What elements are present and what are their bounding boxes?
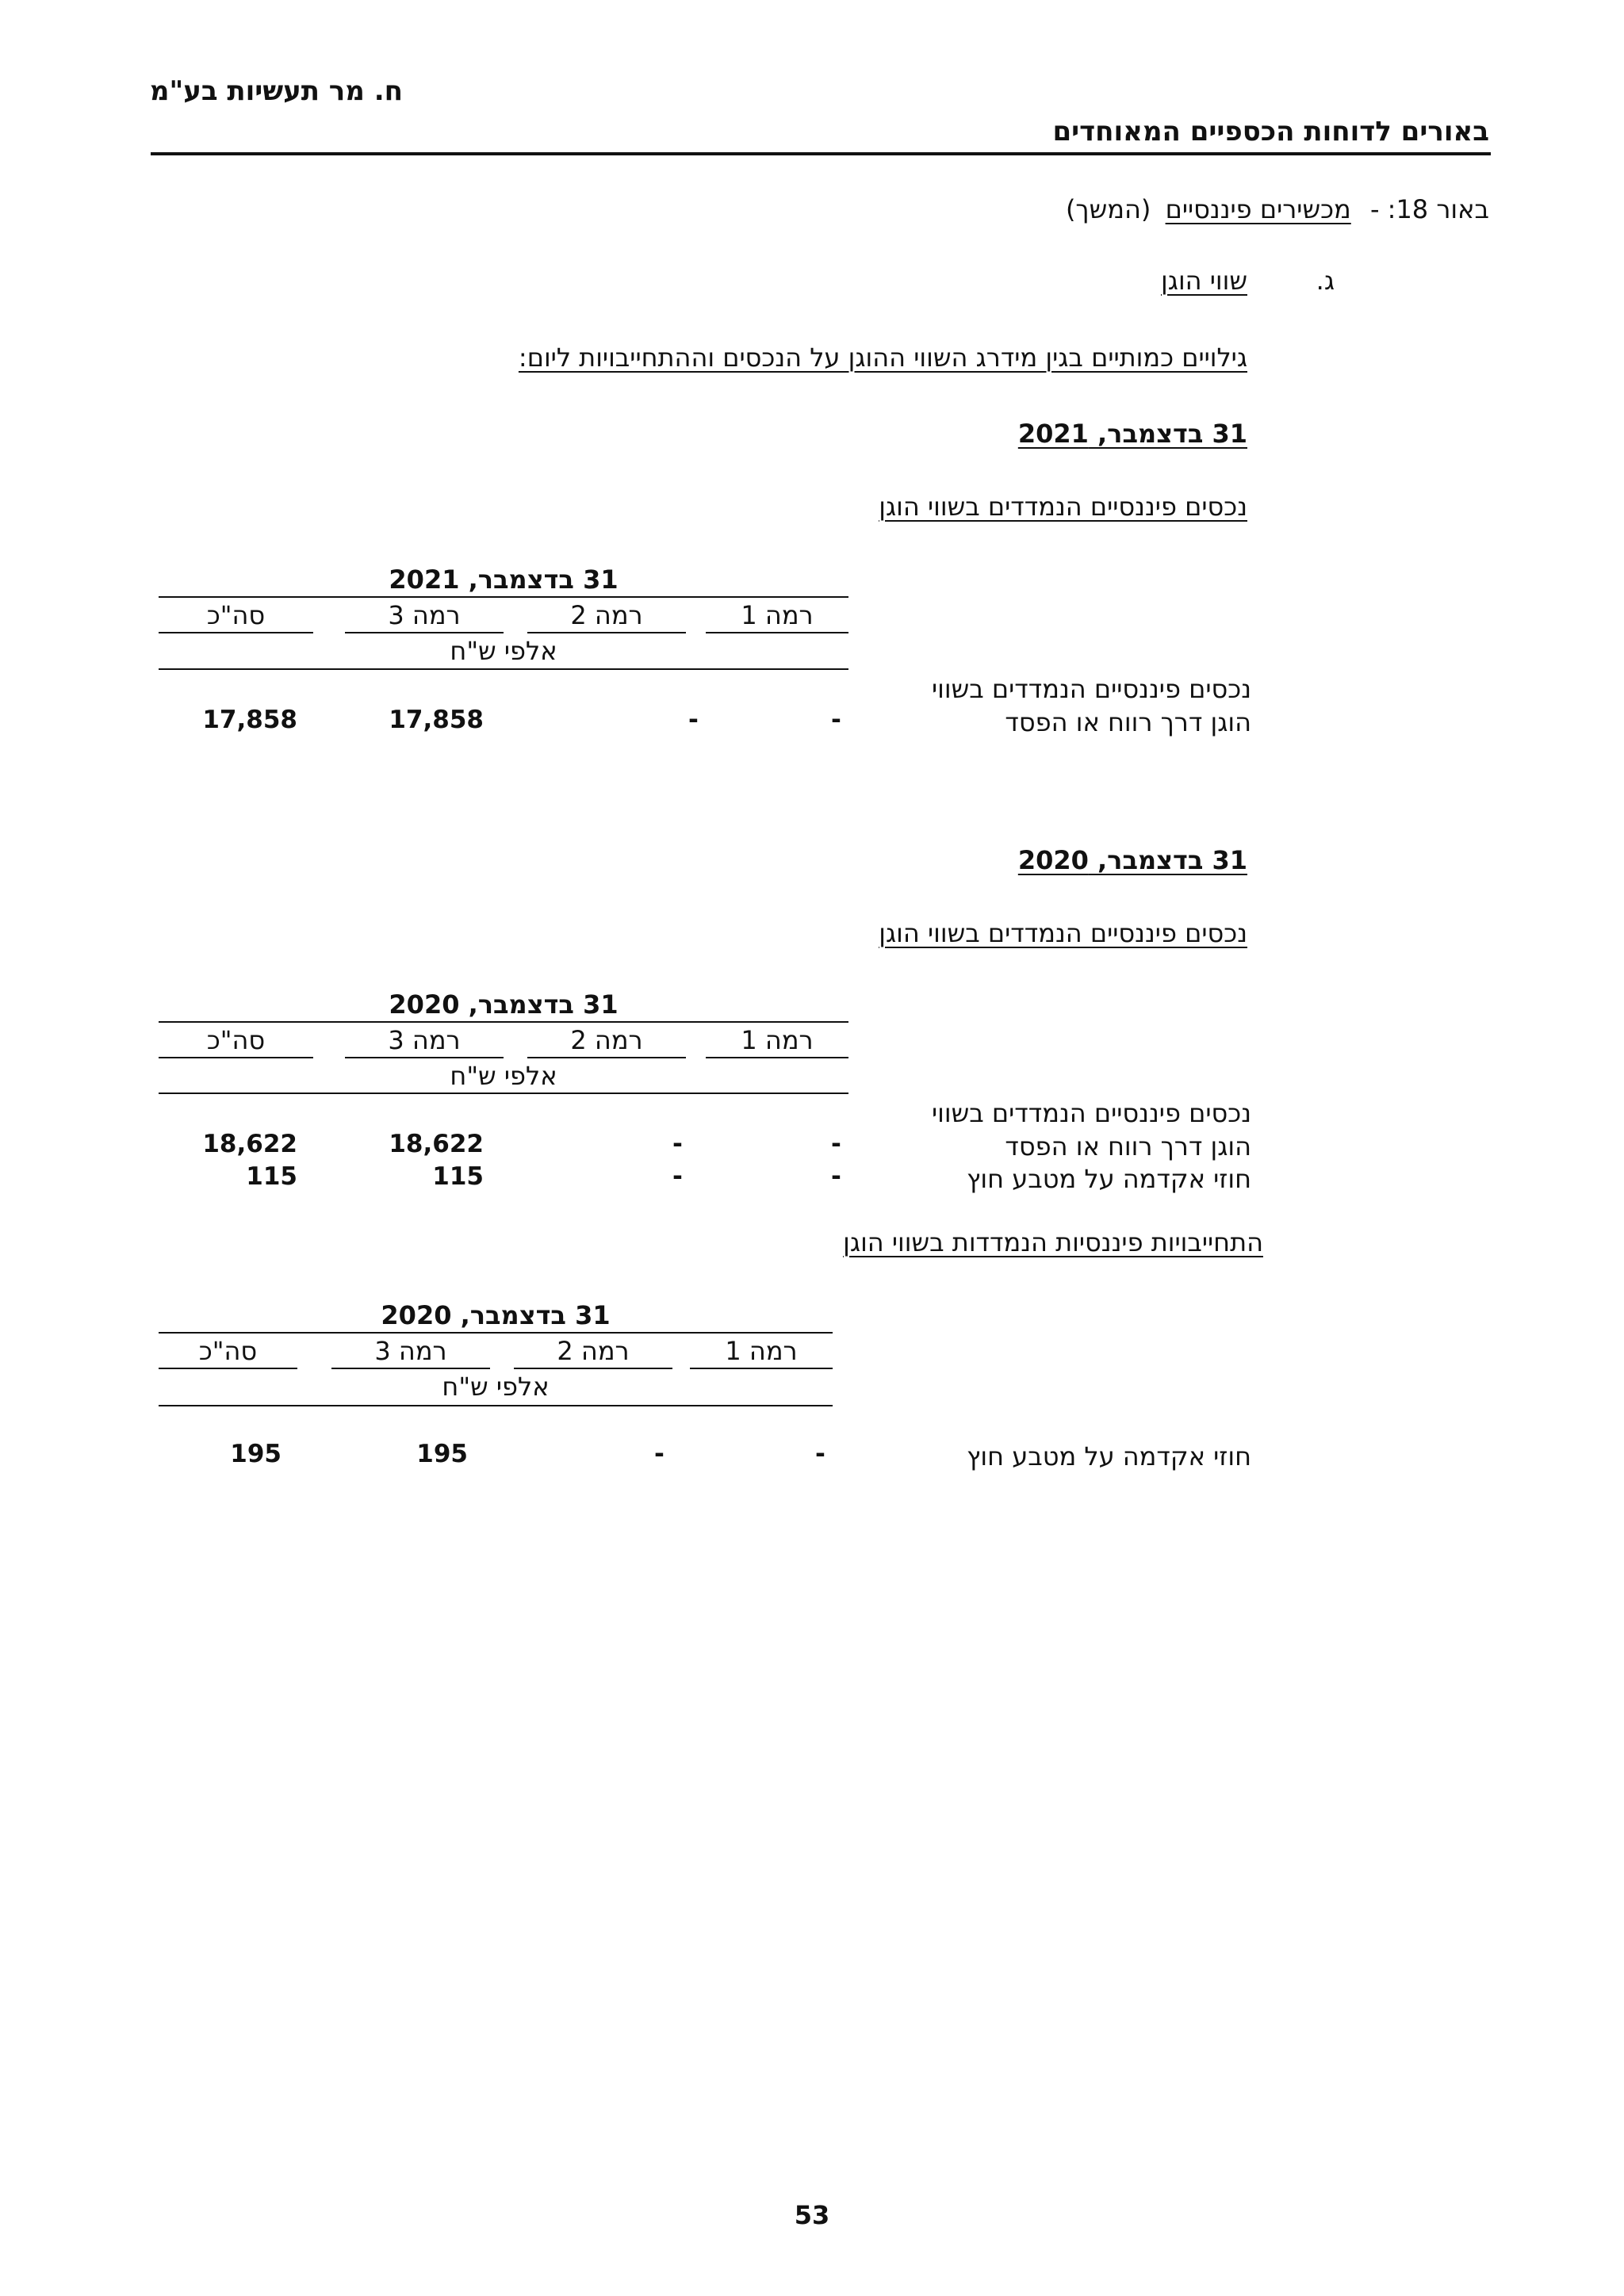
col-header: סה"כ [198,1336,258,1366]
table-rule [159,1093,848,1094]
col-header: רמה 3 [388,1025,461,1055]
col-header: רמה 2 [557,1336,630,1366]
cell-value: - [654,1440,665,1468]
table-rule [514,1368,672,1369]
col-header: רמה 3 [374,1336,447,1366]
table-unit: אלפי ש"ח [450,1061,557,1091]
table-rule [159,1332,833,1334]
table-rule [159,1368,297,1369]
row-label: חוזי אקדמה על מטבע חוץ [967,1164,1251,1194]
col-header: רמה 1 [741,1025,814,1055]
cell-value: - [831,1162,841,1191]
table-rule [690,1368,833,1369]
cell-value: - [815,1440,825,1468]
note-title-line [1066,194,1489,224]
col-header: סה"כ [206,1025,266,1055]
section-intro: גילויים כמותיים בגין מידרג השווי ההוגן על הנכסים וההתחייבויות ליום: [518,342,1247,373]
table-unit: אלפי ש"ח [450,636,557,666]
date-heading-2020: 31 בדצמבר, 2020 [1017,845,1247,875]
col-header: רמה 3 [388,600,461,630]
table-period: 31 בדצמבר, 2020 [381,1300,611,1330]
section-letter: ג. [1316,266,1335,296]
table-rule [331,1368,490,1369]
note-prefix: באור 18: - [1369,194,1489,224]
cell-value: - [672,1162,683,1191]
table-rule [527,1057,686,1058]
cell-value: 195 [416,1440,468,1468]
cell-value: 18,622 [389,1130,484,1158]
report-title: באורים לדוחות הכספיים המאוחדים [1052,116,1489,147]
liabilities-heading: התחייבויות פיננסיות הנמדדות בשווי הוגן [843,1227,1263,1257]
company-name: ח. מר תעשיות בע"מ [149,75,403,107]
date-heading-2021: 31 בדצמבר, 2021 [1017,419,1247,449]
cell-value: 17,858 [389,706,484,734]
table-rule [159,1021,848,1023]
row-label-line2: הוגן דרך רווח או הפסד [1005,707,1251,737]
table-rule [159,668,848,670]
cell-value: 195 [230,1440,282,1468]
col-header: רמה 2 [570,600,643,630]
cell-value: - [831,706,841,734]
row-label-line1: נכסים פיננסיים הנמדדים בשווי [931,674,1251,704]
col-header: רמה 1 [725,1336,798,1366]
page-number: 53 [794,2200,830,2230]
subheading-2020: נכסים פיננסיים הנמדדים בשווי הוגן [879,918,1247,948]
cell-value: - [688,706,699,734]
section-title: שווי הוגן [1161,266,1247,296]
table-rule [345,632,504,633]
row-label-line1: נכסים פיננסיים הנמדדים בשווי [931,1098,1251,1128]
cell-value: 115 [432,1162,484,1191]
subheading-2021: נכסים פיננסיים הנמדדים בשווי הוגן [879,492,1247,522]
table-rule [527,632,686,633]
cell-value: 17,858 [202,706,297,734]
note-suffix: (המשך) [1065,194,1151,224]
col-header: רמה 2 [570,1025,643,1055]
table-rule [706,1057,848,1058]
cell-value: 18,622 [202,1130,297,1158]
table-period: 31 בדצמבר, 2020 [389,989,619,1020]
cell-value: 115 [246,1162,297,1191]
table-rule [159,632,313,633]
header-rule [151,152,1491,155]
table-rule [159,1057,313,1058]
table-rule [706,632,848,633]
col-header: סה"כ [206,600,266,630]
row-label-line2: הוגן דרך רווח או הפסד [1005,1131,1251,1161]
table-rule [159,596,848,598]
table-rule [159,1405,833,1406]
col-header: רמה 1 [741,600,814,630]
row-label: חוזי אקדמה על מטבע חוץ [967,1441,1251,1471]
cell-value: - [672,1130,683,1158]
cell-value: - [831,1130,841,1158]
note-title: מכשירים פיננסיים [1165,194,1351,224]
table-rule [345,1057,504,1058]
table-unit: אלפי ש"ח [442,1372,550,1402]
table-period: 31 בדצמבר, 2021 [389,564,619,595]
